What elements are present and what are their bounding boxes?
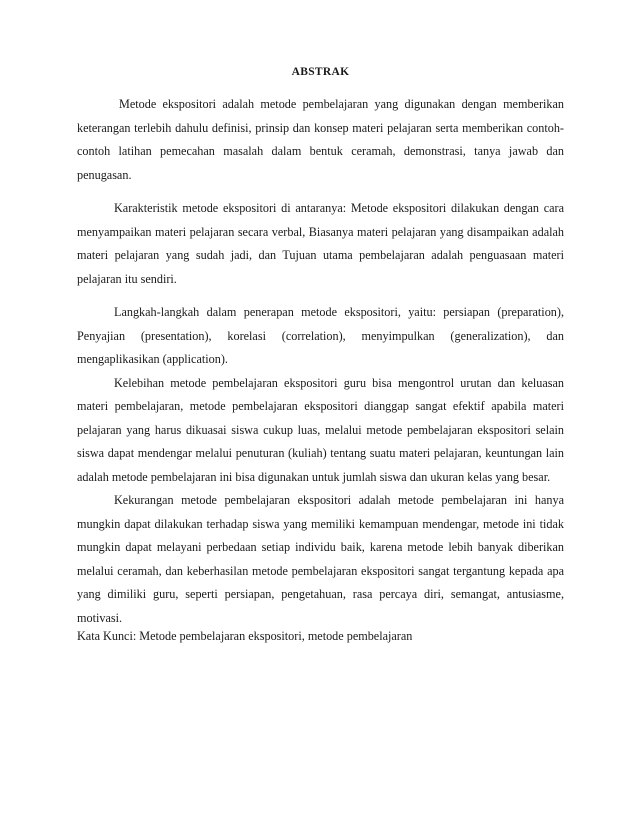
paragraph-steps: Langkah-langkah dalam penerapan metode ekspositori, yaitu: persiapan (preparation), Penyajian (presentation), korelasi (correlation), menyimpulkan (generalization), dan mengaplikasikan (application). xyxy=(77,305,564,366)
abstract-title: ABSTRAK xyxy=(291,66,350,78)
paragraph-characteristics: Karakteristik metode ekspositori di antaranya: Metode ekspositori dilakukan dengan cara menyampaikan materi pelajaran secara verbal, Biasanya materi pelajaran yang disampaikan adalah materi pelajaran yang sudah jadi, dan Tujuan utama pembelajaran adalah penguasaan materi pelajaran itu sendiri. xyxy=(77,201,564,286)
paragraph-advantages: Kelebihan metode pembelajaran ekspositori guru bisa mengontrol urutan dan keluasan materi pembelajaran, metode pembelajaran ekspositori dianggap sangat efektif apabila materi pelajaran yang harus dikuasai siswa cukup luas, melalui metode pembelajaran ekspositori selain siswa dapat mendengar melalui penuturan (kuliah) tentang suatu materi pelajaran, keuntungan lain adalah metode pembelajaran ini bisa digunakan untuk jumlah siswa dan ukuran kelas yang besar. xyxy=(77,375,564,484)
paragraph-disadvantages: Kekurangan metode pembelajaran ekspositori adalah metode pembelajaran ini hanya mungkin dapat dilakukan terhadap siswa yang memiliki kemampuan mendengar, metode ini tidak mungkin dapat melayani perbedaan setiap individu baik, karena metode lebih banyak diberikan melalui ceramah, dan keberhasilan metode pembelajaran ekspositori sangat tergantung kepada apa yang dimiliki guru, seperti persiapan, pengetahuan, rasa percaya diri, semangat, antusiasme, motivasi. xyxy=(77,493,564,625)
keywords-line: Kata Kunci: Metode pembelajaran ekspositori, metode pembelajaran xyxy=(77,629,413,643)
paragraph-definition: Metode ekspositori adalah metode pembelajaran yang digunakan dengan memberikan keterangan terlebih dahulu definisi, prinsip dan konsep materi pelajaran serta memberikan contoh-contoh latihan pemecahan masalah dalam bentuk ceramah, demonstrasi, tanya jawab dan penugasan. xyxy=(77,97,564,182)
abstract-body xyxy=(77,93,564,645)
